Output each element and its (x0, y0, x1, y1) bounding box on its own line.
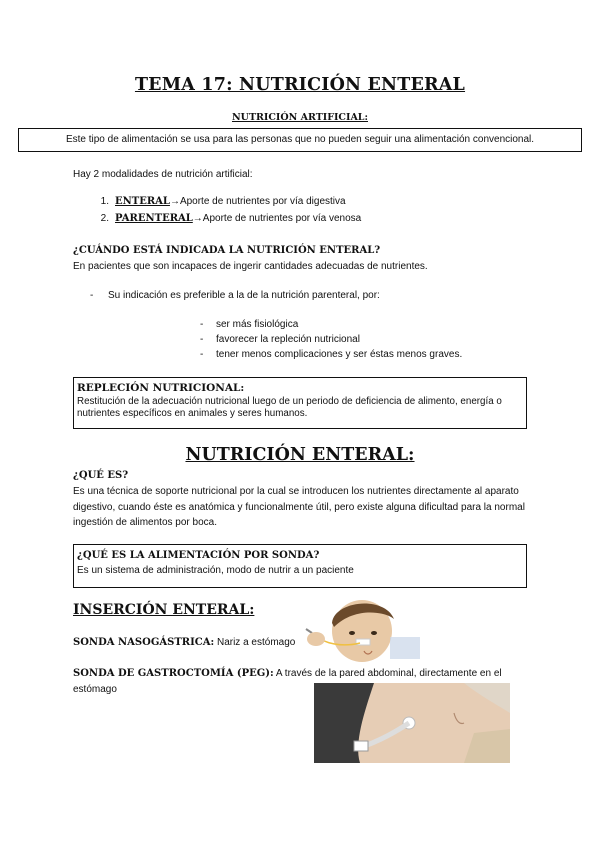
list-number: 2. (100, 213, 109, 224)
dash-bullet: - (200, 319, 204, 330)
reason-text: ser más fisiológica (216, 319, 299, 330)
section-heading: NUTRICIÓN ENTERAL: (185, 445, 415, 465)
modality-name: PARENTERAL (115, 213, 193, 224)
question-heading: ¿QUÉ ES? (73, 470, 129, 481)
section-heading: INSERCIÓN ENTERAL: (73, 602, 255, 618)
list-item (200, 348, 462, 363)
arrow-icon: → (192, 213, 203, 224)
intro-text: Hay 2 modalidades de nutrición artificial: (73, 169, 253, 180)
paragraph: En pacientes que son incapaces de ingerir cantidades adecuadas de nutrientes. (73, 261, 428, 272)
dash-text: Su indicación es preferible a la de la nutrición parenteral, por: (108, 290, 380, 301)
nasogastric-child-image (304, 593, 422, 663)
arrow-icon: → (169, 196, 180, 207)
sonda-text: A través de la pared abdominal, directamente en el estómago (73, 668, 502, 695)
sonda-label: SONDA NASOGÁSTRICA: (73, 637, 215, 648)
modality-desc: Aporte de nutrientes por vía digestiva (179, 196, 346, 207)
reasons-list (200, 318, 462, 363)
sonda-text: Nariz a estómago (214, 637, 296, 648)
dash-bullet: - (90, 290, 94, 301)
modalities-list (73, 195, 361, 229)
list-number: 1. (100, 196, 109, 207)
reason-text: tener menos complicaciones y ser éstas menos graves. (216, 349, 463, 360)
modality-desc: Aporte de nutrientes por vía venosa (202, 213, 362, 224)
list-item (73, 195, 361, 212)
list-item (73, 212, 361, 229)
paragraph: Es una técnica de soporte nutricional por la cual se introducen los nutrientes directamente al aparato digestivo, cuando éste es anatómica y funcionalmente útil, pero existe alguna dificultad para la normal ingestión de alimentos por boca. (73, 486, 525, 528)
question-heading: ¿CUÁNDO ESTÁ INDICADA LA NUTRICIÓN ENTERAL? (73, 245, 381, 256)
page-title: TEMA 17: NUTRICIÓN ENTERAL (134, 75, 466, 95)
definition-box (18, 128, 582, 152)
reason-text: favorecer la repleción nutricional (216, 334, 360, 345)
modality-name: ENTERAL (115, 196, 170, 207)
list-item (200, 318, 462, 333)
dash-bullet: - (200, 349, 204, 360)
definition-text: Este tipo de alimentación se usa para las personas que no pueden seguir una alimentación convencional. (65, 134, 535, 145)
box-heading: ¿QUÉ ES LA ALIMENTACIÓN POR SONDA? (77, 550, 320, 561)
box-text: Es un sistema de administración, modo de nutrir a un paciente (77, 564, 354, 576)
dash-bullet: - (200, 334, 204, 345)
box-text: Restitución de la adecuación nutricional luego de un periodo de deficiencia de alimento, energía o nutrientes específicos en animales y seres humanos. (77, 395, 502, 420)
sonda-box (73, 544, 527, 588)
replecion-box (73, 377, 527, 429)
sonda-nasogastrica (73, 636, 295, 651)
peg-tube-image (314, 683, 510, 763)
list-item (200, 333, 462, 348)
box-heading: REPLECIÓN NUTRICIONAL: (77, 382, 245, 394)
dash-item (90, 289, 380, 304)
section-subtitle: NUTRICIÓN ARTIFICIAL: (231, 112, 368, 123)
sonda-label: SONDA DE GASTROCTOMÍA (PEG): (73, 668, 274, 679)
